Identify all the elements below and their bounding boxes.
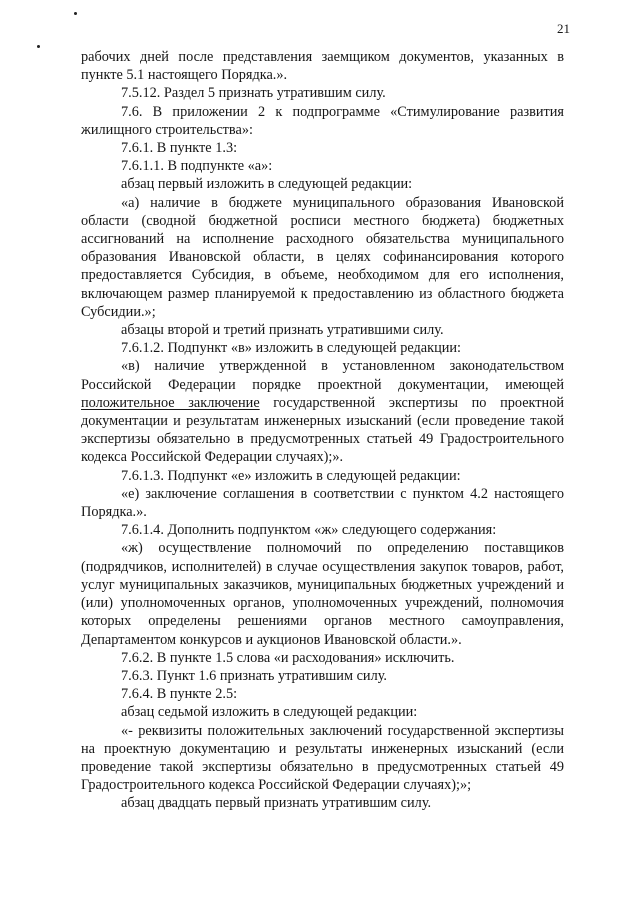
paragraph: «а) наличие в бюджете муниципального образования Ивановской области (сводной бюджетной росписи местного бюджета) бюджетных ассигнований на исполнение расходного обязательства муниципального образования Ивановской области, в целях софинансирования которого предоставляется Субсидия, в объеме, необходимом для его исполнения, включающем размер планируемой к предоставлению из областного бюджета Субсидии.»; [81,194,564,320]
paragraph: абзац первый изложить в следующей редакции: [121,176,413,193]
paragraph: 7.6. В приложении 2 к подпрограмме «Стимулирование развития жилищного строительства»: [81,103,564,138]
document-body [81,48,564,813]
scan-speck [37,45,40,48]
paragraph: абзацы второй и третий признать утратившими силу. [121,322,444,339]
paragraph: 7.6.4. В пункте 2.5: [121,686,238,703]
paragraph: рабочих дней после представления заемщиком документов, указанных в пункте 5.1 настоящего Порядка.». [81,49,564,84]
paragraph: 7.6.1.1. В подпункте «а»: [121,158,273,175]
paragraph: 7.6.1.3. Подпункт «е» изложить в следующей редакции: [121,467,461,484]
paragraph: «- реквизиты положительных заключений государственной экспертизы на проектную документацию и результаты инженерных изысканий (если проведение такой экспертизы обязательно в предусмотренных статьей 49 Градостроительного кодекса Российской Федерации случаях);»; [81,722,564,794]
paragraph: абзац седьмой изложить в следующей редакции: [121,704,418,721]
paragraph: 7.6.2. В пункте 1.5 слова «и расходования» исключить. [121,649,455,666]
paragraph: «е) заключение соглашения в соответствии с пунктом 4.2 настоящего Порядка.». [81,485,564,521]
paragraph: «в) наличие утвержденной в установленном законодательством Российской Федерации порядке проектной документации, имеющей положительное заключение государственной экспертизы по проектной документации и результатам инженерных изысканий (если проведение такой экспертизы обязательно в предусмотренных статьей 49 Градостроительного кодекса Российской Федерации случаях);». [81,358,564,466]
page-number: 21 [557,21,570,36]
paragraph: абзац двадцать первый признать утратившим силу. [121,795,432,812]
paragraph: 7.5.12. Раздел 5 признать утратившим силу. [121,85,386,102]
paragraph: 7.6.3. Пункт 1.6 признать утратившим силу. [121,667,388,684]
paragraph: «ж) осуществление полномочий по определению поставщиков (подрядчиков, исполнителей) в случае осуществления закупок товаров, работ, услуг муниципальных заказчиков, муниципальных бюджетных учреждений и (или) уполномоченных органов, уполномоченных учреждений, полномочия которых определены решениями органов местного самоуправления, Департаментом конкурсов и аукционов Ивановской области.». [81,540,564,648]
paragraph: 7.6.1.2. Подпункт «в» изложить в следующей редакции: [121,340,461,357]
scan-speck [74,12,77,15]
paragraph: 7.6.1. В пункте 1.3: [121,140,238,157]
paragraph: 7.6.1.4. Дополнить подпунктом «ж» следующего содержания: [121,522,497,539]
underlined-phrase: положительное заключение [81,394,260,411]
